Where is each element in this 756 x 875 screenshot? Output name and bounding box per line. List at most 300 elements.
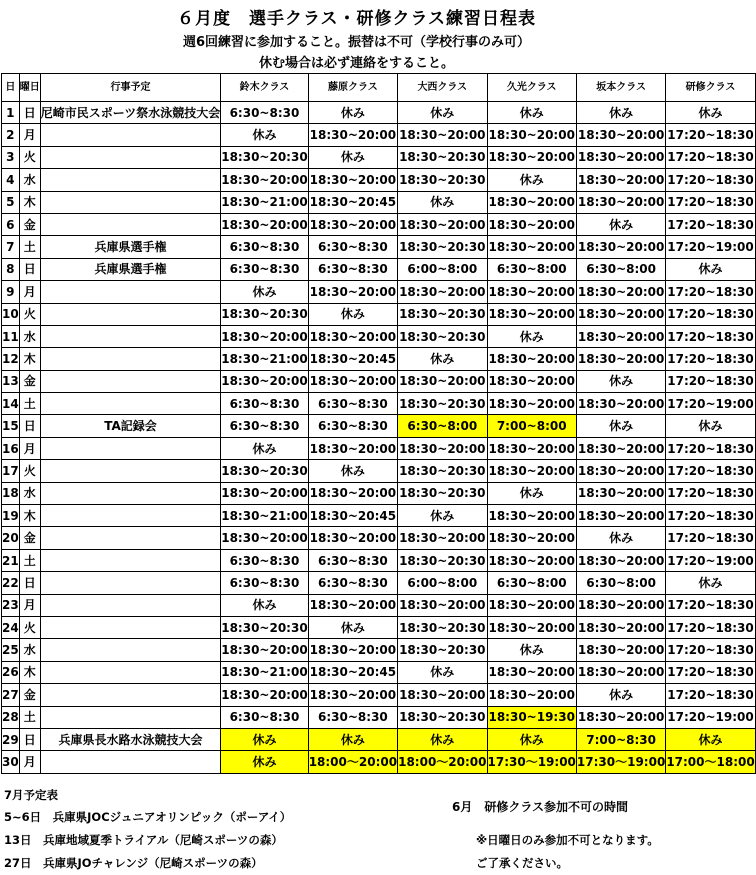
time-cell-kenshu: 休み xyxy=(666,258,755,280)
time-cell-sakamoto: 18:30~20:00 xyxy=(576,437,665,459)
time-cell-kenshu: 17:20~19:00 xyxy=(666,549,755,571)
event-cell: 尼崎市民スポーツ祭水泳競技大会 xyxy=(40,102,221,124)
time-cell-onishi: 18:30~20:30 xyxy=(398,146,487,168)
table-row xyxy=(2,527,756,549)
time-cell-hisamitsu: 休み xyxy=(487,482,576,504)
weekday-cell: 木 xyxy=(19,505,40,527)
table-row xyxy=(2,505,756,527)
time-cell-kenshu: 17:20~18:30 xyxy=(666,146,755,168)
time-cell-sakamoto: 6:30~8:00 xyxy=(576,258,665,280)
table-row xyxy=(2,706,756,728)
page-subtitle: 週6回練習に参加すること。振替は不可（学校行事のみ可） xyxy=(182,35,531,50)
time-cell-kenshu: 休み xyxy=(666,572,755,594)
day-cell: 4 xyxy=(2,169,20,191)
time-cell-suzuki: 18:30~21:00 xyxy=(221,191,308,213)
time-cell-fujiwara: 18:30~20:45 xyxy=(308,191,397,213)
time-cell-onishi: 18:30~20:30 xyxy=(398,169,487,191)
event-cell xyxy=(40,191,221,213)
weekday-cell: 月 xyxy=(19,751,40,773)
time-cell-suzuki: 休み xyxy=(221,751,308,773)
time-cell-sakamoto: 休み xyxy=(576,213,665,235)
day-cell: 23 xyxy=(2,594,20,616)
time-cell-hisamitsu: 18:30~20:00 xyxy=(487,393,576,415)
time-cell-fujiwara: 休み xyxy=(308,146,397,168)
time-cell-kenshu: 17:20~18:30 xyxy=(666,124,755,146)
day-cell: 5 xyxy=(2,191,20,213)
header-day: 日 xyxy=(2,74,20,102)
day-cell: 21 xyxy=(2,549,20,571)
time-cell-suzuki: 18:30~21:00 xyxy=(221,661,308,683)
time-cell-suzuki: 18:30~20:00 xyxy=(221,169,308,191)
time-cell-kenshu: 休み xyxy=(666,102,755,124)
time-cell-onishi: 休み xyxy=(398,191,487,213)
time-cell-sakamoto: 18:30~20:00 xyxy=(576,281,665,303)
event-cell xyxy=(40,370,221,392)
time-cell-kenshu: 休み xyxy=(666,728,755,750)
time-cell-kenshu: 17:20~18:30 xyxy=(666,325,755,347)
time-cell-hisamitsu: 18:30~20:00 xyxy=(487,191,576,213)
event-cell xyxy=(40,572,221,594)
day-cell: 22 xyxy=(2,572,20,594)
time-cell-sakamoto: 18:30~20:00 xyxy=(576,639,665,661)
header-weekday: 曜日 xyxy=(19,74,40,102)
time-cell-hisamitsu: 7:00~8:00 xyxy=(487,415,576,437)
time-cell-kenshu: 17:20~18:30 xyxy=(666,460,755,482)
time-cell-onishi: 6:30~8:00 xyxy=(398,415,487,437)
time-cell-onishi: 18:30~20:30 xyxy=(398,325,487,347)
day-cell: 16 xyxy=(2,437,20,459)
table-row xyxy=(2,281,756,303)
day-cell: 6 xyxy=(2,213,20,235)
time-cell-hisamitsu: 休み xyxy=(487,728,576,750)
time-cell-hisamitsu: 休み xyxy=(487,169,576,191)
time-cell-kenshu: 17:20~18:30 xyxy=(666,482,755,504)
time-cell-fujiwara: 18:30~20:00 xyxy=(308,437,397,459)
time-cell-onishi: 18:30~20:00 xyxy=(398,684,487,706)
time-cell-suzuki: 休み xyxy=(221,437,308,459)
time-cell-sakamoto: 18:30~20:00 xyxy=(576,393,665,415)
day-cell: 7 xyxy=(2,236,20,258)
header-sakamoto: 坂本クラス xyxy=(576,74,665,102)
time-cell-kenshu: 休み xyxy=(666,415,755,437)
time-cell-suzuki: 18:30~20:00 xyxy=(221,684,308,706)
time-cell-fujiwara: 6:30~8:30 xyxy=(308,572,397,594)
time-cell-hisamitsu: 18:30~20:00 xyxy=(487,437,576,459)
time-cell-hisamitsu: 18:30~20:00 xyxy=(487,616,576,638)
time-cell-onishi: 18:30~20:30 xyxy=(398,639,487,661)
time-cell-fujiwara: 6:30~8:30 xyxy=(308,706,397,728)
time-cell-sakamoto: 18:30~20:00 xyxy=(576,191,665,213)
weekday-cell: 火 xyxy=(19,303,40,325)
time-cell-kenshu: 17:20~18:30 xyxy=(666,527,755,549)
table-row xyxy=(2,348,756,370)
time-cell-fujiwara: 休み xyxy=(308,460,397,482)
schedule-table xyxy=(1,73,756,774)
weekday-cell: 木 xyxy=(19,191,40,213)
kenshu-note-title: 6月 研修クラス参加不可の時間 xyxy=(452,800,628,814)
table-row xyxy=(2,325,756,347)
time-cell-fujiwara: 休み xyxy=(308,728,397,750)
time-cell-hisamitsu: 18:30~20:00 xyxy=(487,281,576,303)
time-cell-onishi: 18:30~20:30 xyxy=(398,706,487,728)
time-cell-hisamitsu: 18:30~20:00 xyxy=(487,213,576,235)
time-cell-onishi: 18:30~20:30 xyxy=(398,549,487,571)
time-cell-suzuki: 6:30~8:30 xyxy=(221,102,308,124)
table-row xyxy=(2,102,756,124)
header-event: 行事予定 xyxy=(40,74,221,102)
event-cell xyxy=(40,527,221,549)
table-row xyxy=(2,661,756,683)
time-cell-suzuki: 18:30~20:00 xyxy=(221,213,308,235)
time-cell-onishi: 18:30~20:30 xyxy=(398,616,487,638)
time-cell-sakamoto: 18:30~20:00 xyxy=(576,169,665,191)
time-cell-sakamoto: 休み xyxy=(576,415,665,437)
time-cell-sakamoto: 18:30~20:00 xyxy=(576,505,665,527)
time-cell-fujiwara: 18:30~20:00 xyxy=(308,482,397,504)
weekday-cell: 土 xyxy=(19,549,40,571)
event-cell xyxy=(40,124,221,146)
time-cell-kenshu: 17:20~18:30 xyxy=(666,661,755,683)
time-cell-hisamitsu: 18:30~20:00 xyxy=(487,661,576,683)
event-cell xyxy=(40,169,221,191)
table-row xyxy=(2,572,756,594)
time-cell-fujiwara: 6:30~8:30 xyxy=(308,415,397,437)
time-cell-kenshu: 17:20~18:30 xyxy=(666,594,755,616)
time-cell-onishi: 18:30~20:00 xyxy=(398,594,487,616)
time-cell-suzuki: 18:30~20:30 xyxy=(221,303,308,325)
time-cell-sakamoto: 18:30~20:00 xyxy=(576,325,665,347)
time-cell-fujiwara: 18:30~20:45 xyxy=(308,505,397,527)
day-cell: 25 xyxy=(2,639,20,661)
time-cell-sakamoto: 18:30~20:00 xyxy=(576,594,665,616)
table-row xyxy=(2,594,756,616)
time-cell-hisamitsu: 18:30~20:00 xyxy=(487,124,576,146)
event-cell xyxy=(40,303,221,325)
weekday-cell: 日 xyxy=(19,102,40,124)
time-cell-sakamoto: 休み xyxy=(576,527,665,549)
weekday-cell: 日 xyxy=(19,572,40,594)
table-row xyxy=(2,146,756,168)
time-cell-onishi: 18:30~20:00 xyxy=(398,124,487,146)
day-cell: 30 xyxy=(2,751,20,773)
time-cell-onishi: 18:00～20:00 xyxy=(398,751,487,773)
day-cell: 12 xyxy=(2,348,20,370)
time-cell-suzuki: 18:30~21:00 xyxy=(221,348,308,370)
time-cell-fujiwara: 18:00～20:00 xyxy=(308,751,397,773)
weekday-cell: 火 xyxy=(19,616,40,638)
weekday-cell: 水 xyxy=(19,639,40,661)
weekday-cell: 水 xyxy=(19,482,40,504)
weekday-cell: 金 xyxy=(19,213,40,235)
time-cell-suzuki: 休み xyxy=(221,124,308,146)
time-cell-suzuki: 18:30~20:30 xyxy=(221,616,308,638)
time-cell-hisamitsu: 18:30~20:00 xyxy=(487,527,576,549)
time-cell-onishi: 18:30~20:30 xyxy=(398,393,487,415)
time-cell-fujiwara: 18:30~20:00 xyxy=(308,124,397,146)
time-cell-suzuki: 18:30~20:30 xyxy=(221,460,308,482)
time-cell-fujiwara: 6:30~8:30 xyxy=(308,393,397,415)
time-cell-hisamitsu: 18:30~20:00 xyxy=(487,549,576,571)
time-cell-kenshu: 17:20~19:00 xyxy=(666,393,755,415)
day-cell: 29 xyxy=(2,728,20,750)
time-cell-hisamitsu: 18:30~20:00 xyxy=(487,684,576,706)
event-cell xyxy=(40,213,221,235)
time-cell-sakamoto: 18:30~20:00 xyxy=(576,146,665,168)
event-cell xyxy=(40,281,221,303)
header-suzuki: 鈴木クラス xyxy=(221,74,308,102)
time-cell-kenshu: 17:20~18:30 xyxy=(666,437,755,459)
time-cell-hisamitsu: 休み xyxy=(487,325,576,347)
table-row xyxy=(2,169,756,191)
weekday-cell: 日 xyxy=(19,258,40,280)
july-item-1: 5~6日 兵庫県JOCジュニアオリンピック（ポーアイ） xyxy=(4,810,292,824)
day-cell: 27 xyxy=(2,684,20,706)
table-row xyxy=(2,639,756,661)
time-cell-sakamoto: 18:30~20:00 xyxy=(576,661,665,683)
event-cell xyxy=(40,751,221,773)
time-cell-onishi: 休み xyxy=(398,661,487,683)
time-cell-fujiwara: 休み xyxy=(308,616,397,638)
time-cell-onishi: 18:30~20:30 xyxy=(398,303,487,325)
time-cell-suzuki: 6:30~8:30 xyxy=(221,415,308,437)
time-cell-hisamitsu: 6:30~8:00 xyxy=(487,258,576,280)
time-cell-hisamitsu: 18:30~20:00 xyxy=(487,303,576,325)
time-cell-sakamoto: 18:30~20:00 xyxy=(576,706,665,728)
time-cell-fujiwara: 18:30~20:00 xyxy=(308,169,397,191)
time-cell-kenshu: 17:20~19:00 xyxy=(666,706,755,728)
table-row xyxy=(2,236,756,258)
day-cell: 1 xyxy=(2,102,20,124)
time-cell-suzuki: 18:30~20:00 xyxy=(221,639,308,661)
time-cell-suzuki: 18:30~21:00 xyxy=(221,505,308,527)
time-cell-suzuki: 6:30~8:30 xyxy=(221,258,308,280)
table-row xyxy=(2,370,756,392)
time-cell-suzuki: 18:30~20:00 xyxy=(221,370,308,392)
weekday-cell: 日 xyxy=(19,415,40,437)
weekday-cell: 火 xyxy=(19,460,40,482)
time-cell-kenshu: 17:20~19:00 xyxy=(666,236,755,258)
day-cell: 2 xyxy=(2,124,20,146)
weekday-cell: 月 xyxy=(19,594,40,616)
event-cell: 兵庫県選手権 xyxy=(40,258,221,280)
time-cell-sakamoto: 18:30~20:00 xyxy=(576,460,665,482)
header-hisamitsu: 久光クラス xyxy=(487,74,576,102)
time-cell-onishi: 休み xyxy=(398,102,487,124)
day-cell: 3 xyxy=(2,146,20,168)
event-cell xyxy=(40,146,221,168)
time-cell-onishi: 6:00~8:00 xyxy=(398,572,487,594)
table-row xyxy=(2,728,756,750)
table-row xyxy=(2,303,756,325)
time-cell-fujiwara: 18:30~20:00 xyxy=(308,281,397,303)
time-cell-onishi: 18:30~20:00 xyxy=(398,370,487,392)
time-cell-hisamitsu: 17:30～19:00 xyxy=(487,751,576,773)
table-row xyxy=(2,482,756,504)
day-cell: 24 xyxy=(2,616,20,638)
time-cell-kenshu: 17:20~18:30 xyxy=(666,348,755,370)
weekday-cell: 月 xyxy=(19,437,40,459)
table-row xyxy=(2,616,756,638)
time-cell-fujiwara: 休み xyxy=(308,102,397,124)
time-cell-fujiwara: 18:30~20:00 xyxy=(308,684,397,706)
time-cell-fujiwara: 18:30~20:00 xyxy=(308,213,397,235)
time-cell-sakamoto: 6:30~8:00 xyxy=(576,572,665,594)
page-title: ６月度 選手クラス・研修クラス練習日程表 xyxy=(177,9,536,29)
time-cell-onishi: 18:30~20:00 xyxy=(398,213,487,235)
time-cell-kenshu: 17:20~18:30 xyxy=(666,191,755,213)
table-row xyxy=(2,549,756,571)
time-cell-hisamitsu: 18:30~20:00 xyxy=(487,594,576,616)
event-cell xyxy=(40,348,221,370)
weekday-cell: 月 xyxy=(19,281,40,303)
event-cell xyxy=(40,482,221,504)
weekday-cell: 水 xyxy=(19,169,40,191)
time-cell-kenshu: 17:20~18:30 xyxy=(666,169,755,191)
time-cell-hisamitsu: 18:30~20:00 xyxy=(487,348,576,370)
day-cell: 13 xyxy=(2,370,20,392)
event-cell xyxy=(40,325,221,347)
time-cell-suzuki: 6:30~8:30 xyxy=(221,572,308,594)
time-cell-onishi: 休み xyxy=(398,348,487,370)
table-header-row xyxy=(2,74,756,102)
weekday-cell: 木 xyxy=(19,661,40,683)
table-row xyxy=(2,415,756,437)
time-cell-onishi: 18:30~20:00 xyxy=(398,281,487,303)
time-cell-kenshu: 17:20~18:30 xyxy=(666,303,755,325)
time-cell-kenshu: 17:00～18:00 xyxy=(666,751,755,773)
time-cell-fujiwara: 18:30~20:45 xyxy=(308,348,397,370)
time-cell-sakamoto: 18:30~20:00 xyxy=(576,124,665,146)
time-cell-sakamoto: 休み xyxy=(576,102,665,124)
time-cell-hisamitsu: 18:30~20:00 xyxy=(487,236,576,258)
time-cell-hisamitsu: 休み xyxy=(487,639,576,661)
july-schedule-title: 7月予定表 xyxy=(4,788,59,802)
time-cell-suzuki: 休み xyxy=(221,728,308,750)
time-cell-sakamoto: 18:30~20:00 xyxy=(576,303,665,325)
weekday-cell: 土 xyxy=(19,236,40,258)
july-item-2: 13日 兵庫地域夏季トライアル（尼崎スポーツの森） xyxy=(4,833,283,847)
time-cell-fujiwara: 6:30~8:30 xyxy=(308,236,397,258)
weekday-cell: 木 xyxy=(19,348,40,370)
table-row xyxy=(2,684,756,706)
time-cell-kenshu: 17:20~18:30 xyxy=(666,370,755,392)
time-cell-fujiwara: 18:30~20:00 xyxy=(308,639,397,661)
page-subtitle-2: 休む場合は必ず連絡をすること。 xyxy=(258,56,454,71)
time-cell-suzuki: 18:30~20:00 xyxy=(221,325,308,347)
time-cell-fujiwara: 休み xyxy=(308,303,397,325)
time-cell-onishi: 18:30~20:30 xyxy=(398,460,487,482)
time-cell-hisamitsu: 18:30~20:00 xyxy=(487,146,576,168)
time-cell-hisamitsu: 18:30~20:00 xyxy=(487,460,576,482)
event-cell xyxy=(40,393,221,415)
july-item-3: 27日 兵庫県JOチャレンジ（尼崎スポーツの森） xyxy=(4,856,263,870)
day-cell: 9 xyxy=(2,281,20,303)
time-cell-kenshu: 17:20~18:30 xyxy=(666,505,755,527)
event-cell xyxy=(40,616,221,638)
time-cell-suzuki: 6:30~8:30 xyxy=(221,549,308,571)
event-cell xyxy=(40,460,221,482)
day-cell: 20 xyxy=(2,527,20,549)
header-onishi: 大西クラス xyxy=(398,74,487,102)
table-row xyxy=(2,393,756,415)
table-row xyxy=(2,191,756,213)
weekday-cell: 金 xyxy=(19,370,40,392)
day-cell: 15 xyxy=(2,415,20,437)
time-cell-onishi: 18:30~20:00 xyxy=(398,527,487,549)
weekday-cell: 土 xyxy=(19,393,40,415)
time-cell-kenshu: 17:20~18:30 xyxy=(666,639,755,661)
kenshu-note: ※日曜日のみ参加不可となります。 xyxy=(476,833,659,847)
table-row xyxy=(2,258,756,280)
table-row xyxy=(2,751,756,773)
weekday-cell: 金 xyxy=(19,684,40,706)
time-cell-onishi: 18:30~20:00 xyxy=(398,437,487,459)
table-row xyxy=(2,124,756,146)
time-cell-kenshu: 17:20~18:30 xyxy=(666,684,755,706)
day-cell: 19 xyxy=(2,505,20,527)
table-row xyxy=(2,213,756,235)
time-cell-sakamoto: 18:30~20:00 xyxy=(576,482,665,504)
time-cell-hisamitsu: 休み xyxy=(487,102,576,124)
day-cell: 28 xyxy=(2,706,20,728)
time-cell-fujiwara: 18:30~20:00 xyxy=(308,594,397,616)
event-cell xyxy=(40,437,221,459)
weekday-cell: 土 xyxy=(19,706,40,728)
event-cell: 兵庫県長水路水泳競技大会 xyxy=(40,728,221,750)
time-cell-hisamitsu: 18:30~20:00 xyxy=(487,505,576,527)
event-cell xyxy=(40,661,221,683)
time-cell-fujiwara: 18:30~20:00 xyxy=(308,325,397,347)
time-cell-fujiwara: 6:30~8:30 xyxy=(308,258,397,280)
time-cell-suzuki: 18:30~20:00 xyxy=(221,527,308,549)
time-cell-suzuki: 18:30~20:30 xyxy=(221,146,308,168)
time-cell-sakamoto: 18:30~20:00 xyxy=(576,236,665,258)
time-cell-onishi: 6:00~8:00 xyxy=(398,258,487,280)
time-cell-suzuki: 18:30~20:00 xyxy=(221,482,308,504)
time-cell-suzuki: 6:30~8:30 xyxy=(221,236,308,258)
day-cell: 11 xyxy=(2,325,20,347)
time-cell-sakamoto: 7:00~8:30 xyxy=(576,728,665,750)
time-cell-sakamoto: 18:30~20:00 xyxy=(576,616,665,638)
time-cell-onishi: 18:30~20:30 xyxy=(398,482,487,504)
time-cell-sakamoto: 休み xyxy=(576,370,665,392)
day-cell: 18 xyxy=(2,482,20,504)
time-cell-fujiwara: 18:30~20:00 xyxy=(308,370,397,392)
weekday-cell: 火 xyxy=(19,146,40,168)
event-cell xyxy=(40,549,221,571)
day-cell: 17 xyxy=(2,460,20,482)
time-cell-sakamoto: 18:30~20:00 xyxy=(576,348,665,370)
event-cell xyxy=(40,594,221,616)
table-row xyxy=(2,460,756,482)
event-cell: 兵庫県選手権 xyxy=(40,236,221,258)
event-cell xyxy=(40,684,221,706)
time-cell-suzuki: 休み xyxy=(221,594,308,616)
time-cell-hisamitsu: 18:30~20:00 xyxy=(487,370,576,392)
day-cell: 10 xyxy=(2,303,20,325)
event-cell xyxy=(40,706,221,728)
time-cell-onishi: 休み xyxy=(398,728,487,750)
time-cell-kenshu: 17:20~18:30 xyxy=(666,213,755,235)
weekday-cell: 水 xyxy=(19,325,40,347)
weekday-cell: 月 xyxy=(19,124,40,146)
event-cell: TA記録会 xyxy=(40,415,221,437)
time-cell-fujiwara: 18:30~20:45 xyxy=(308,661,397,683)
time-cell-kenshu: 17:20~18:30 xyxy=(666,281,755,303)
day-cell: 8 xyxy=(2,258,20,280)
time-cell-hisamitsu: 18:30~19:30 xyxy=(487,706,576,728)
day-cell: 26 xyxy=(2,661,20,683)
